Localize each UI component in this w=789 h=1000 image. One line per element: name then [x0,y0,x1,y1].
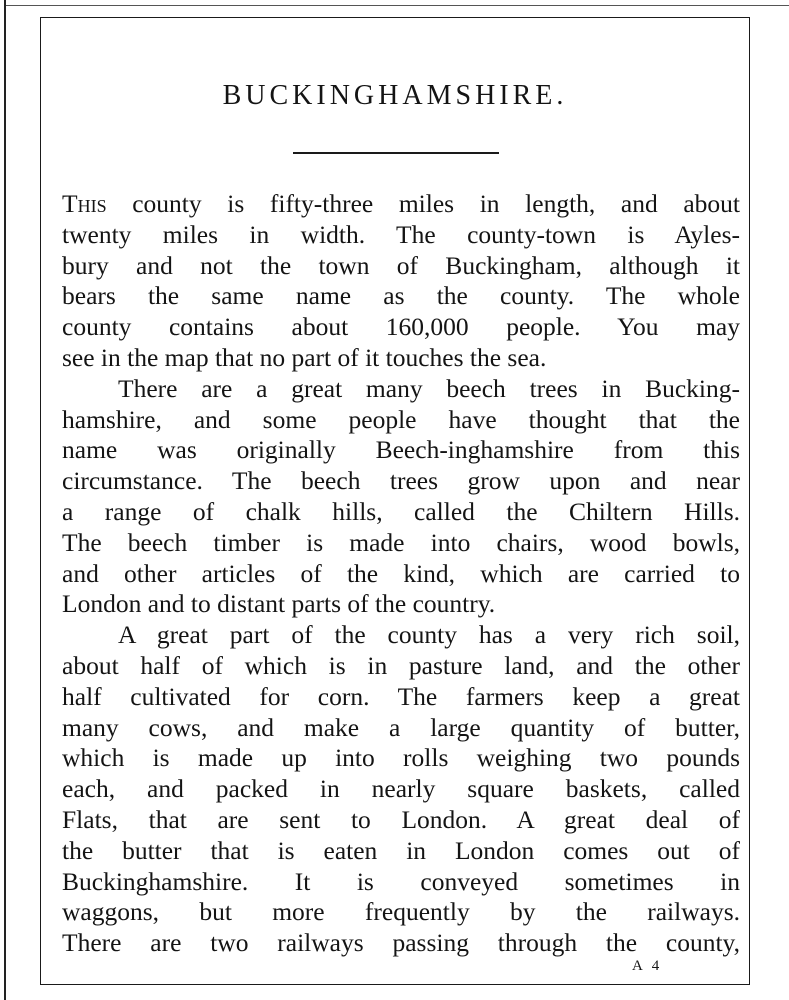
text-line: waggons, but more frequently by the railways. [62,897,740,927]
drop-word: This [62,189,107,218]
text-line: There are two railways passing through the county, [62,928,740,958]
text-line: A great part of the county has a very rich soil, [118,620,740,650]
text-line: many cows, and make a large quantity of butter, [62,712,740,742]
text-line: the butter that is eaten in London comes out of [62,835,740,865]
text-line: bury and not the town of Buckingham, although it [62,250,740,280]
text-line: half cultivated for corn. The farmers keep a great [62,681,740,711]
text-line: a range of chalk hills, called the Chiltern Hills. [62,496,740,526]
text-line: name was originally Beech-inghamshire from this [62,435,740,465]
text-line: circumstance. The beech trees grow upon and near [62,466,740,496]
text-line: bears the same name as the county. The whole [62,281,740,311]
text-line: hamshire, and some people have thought that the [62,404,740,434]
title-divider [293,152,499,154]
page-signature: A 4 [632,958,663,974]
line-text: county is fifty-three miles in length, and about [106,189,740,218]
text-line: London and to distant parts of the country. [62,589,496,619]
left-edge-rule [4,0,6,1000]
text-line: The beech timber is made into chairs, wood bowls, [62,527,740,557]
top-edge-rule [4,5,789,6]
page-title: BUCKINGHAMSHIRE. [222,80,568,111]
text-line: county contains about 160,000 people. You may [62,312,740,342]
text-line: Buckinghamshire. It is conveyed sometimes in [62,866,740,896]
text-line: and other articles of the kind, which are carried to [62,558,740,588]
body-text [62,189,740,959]
text-line: Flats, that are sent to London. A great deal of [62,804,740,834]
text-line: There are a great many beech trees in Bucking- [118,373,740,403]
text-line: see in the map that no part of it touches the sea. [62,342,547,372]
text-line: each, and packed in nearly square baskets, called [62,774,740,804]
text-line: twenty miles in width. The county-town is Ayles- [62,219,740,249]
text-line: about half of which is in pasture land, and the other [62,650,740,680]
text-line [62,189,740,220]
text-line: which is made up into rolls weighing two pounds [62,743,740,773]
